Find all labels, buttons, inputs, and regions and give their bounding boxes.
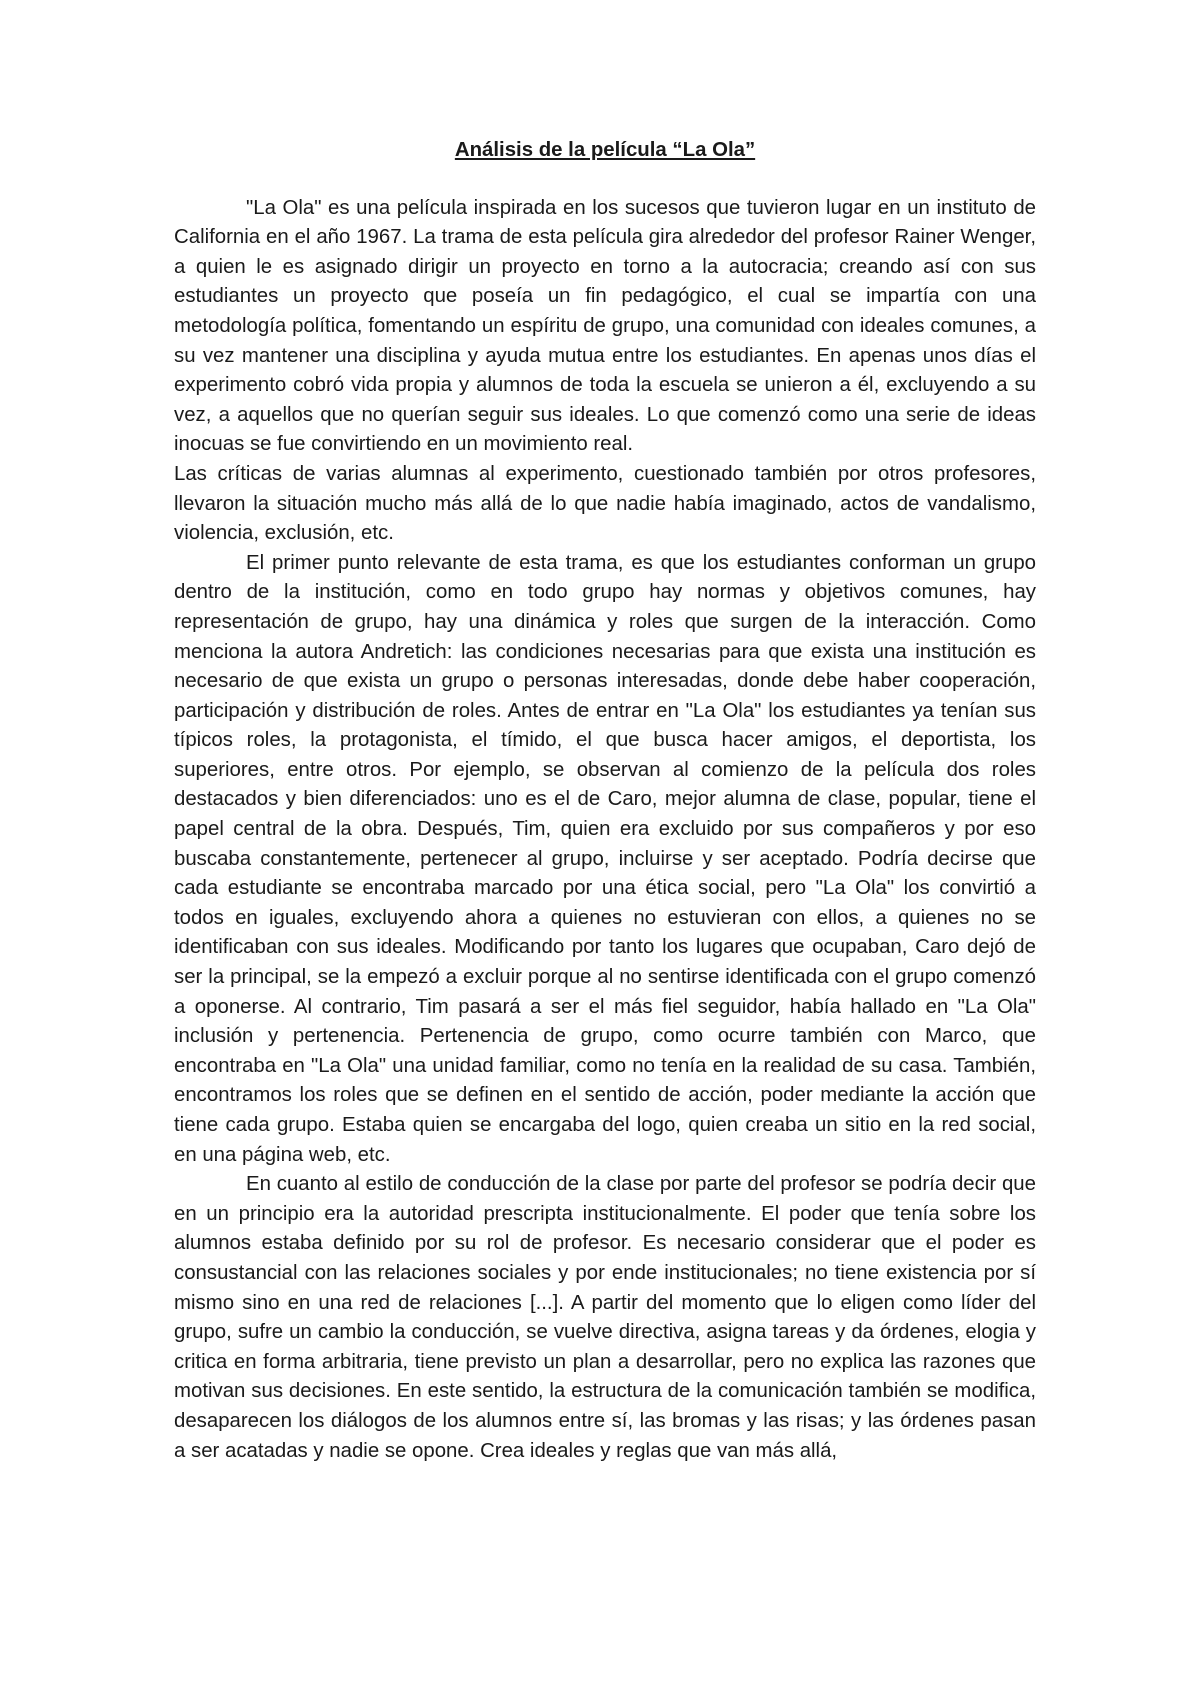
- paragraph-1: "La Ola" es una película inspirada en los sucesos que tuvieron lugar en un instituto de California en el año 1967. La trama de esta película gira alrededor del profesor Rainer Wenger, a quien le es asignado dirigir un proyecto en torno a la autocracia; creando así con sus estudiantes un proyecto que poseía un fin pedagógico, el cual se impartía con una metodología política, fomentando un espíritu de grupo, una comunidad con ideales comunes, a su vez mantener una disciplina y ayuda mutua entre los estudiantes. En apenas unos días el experimento cobró vida propia y alumnos de toda la escuela se unieron a él, excluyendo a su vez, a aquellos que no querían seguir sus ideales. Lo que comenzó como una serie de ideas inocuas se fue convirtiendo en un movimiento real.: [174, 196, 1036, 456]
- paragraph-4: En cuanto al estilo de conducción de la clase por parte del profesor se podría decir que en un principio era la autoridad prescripta institucionalmente. El poder que tenía sobre los alumnos estaba definido por su rol de profesor. Es necesario considerar que el poder es consustancial con las relaciones sociales y por ende institucionales; no tiene existencia por sí mismo sino en una red de relaciones [...]. A partir del momento que lo eligen como líder del grupo, sufre un cambio la conducción, se vuelve directiva, asigna tareas y da órdenes, elogia y critica en forma arbitraria, tiene previsto un plan a desarrollar, pero no explica las razones que motivan sus decisiones. En este sentido, la estructura de la comunicación también se modifica, desaparecen los diálogos de los alumnos entre sí, las bromas y las risas; y las órdenes pasan a ser acatadas y nadie se opone. Crea ideales y reglas que van más allá,: [174, 1173, 1036, 1462]
- paragraph-3: El primer punto relevante de esta trama, es que los estudiantes conforman un grupo dentro de la institución, como en todo grupo hay normas y objetivos comunes, hay representación de grupo, hay una dinámica y roles que surgen de la interacción. Como menciona la autora Andretich: las condiciones necesarias para que exista una institución es necesario de que exista un grupo o personas interesadas, donde debe haber cooperación, participación y distribución de roles. Antes de entrar en "La Ola" los estudiantes ya tenían sus típicos roles, la protagonista, el tímido, el que busca hacer amigos, el deportista, los superiores, entre otros. Por ejemplo, se observan al comienzo de la película dos roles destacados y bien diferenciados: uno es el de Caro, mejor alumna de clase, popular, tiene el papel central de la obra. Después, Tim, quien era excluido por sus compañeros y por eso buscaba constantemente, pertenecer al grupo, incluirse y ser aceptado. Podría decirse que cada estudiante se encontraba marcado por una ética social, pero "La Ola" los convirtió a todos en iguales, excluyendo ahora a quienes no estuvieran con ellos, a quienes no se identificaban con sus ideales. Modificando por tanto los lugares que ocupaban, Caro dejó de ser la principal, se la empezó a excluir porque al no sentirse identificada con el grupo comenzó a oponerse. Al contrario, Tim pasará a ser el más fiel seguidor, había hallado en "La Ola" inclusión y pertenencia. Pertenencia de grupo, como ocurre también con Marco, que encontraba en "La Ola" una unidad familiar, como no tenía en la realidad de su casa. También, encontramos los roles que se definen en el sentido de acción, poder mediante la acción que tiene cada grupo. Estaba quien se encargaba del logo, quien creaba un sitio en la red social, en una página web, etc.: [174, 551, 1036, 1166]
- document-title: Análisis de la película “La Ola”: [454, 139, 756, 161]
- document-body: [174, 136, 1036, 1466]
- paragraph-2: Las críticas de varias alumnas al experimento, cuestionado también por otros profesores, llevaron la situación mucho más allá de lo que nadie había imaginado, actos de vandalismo, violencia, exclusión, etc.: [174, 462, 1036, 545]
